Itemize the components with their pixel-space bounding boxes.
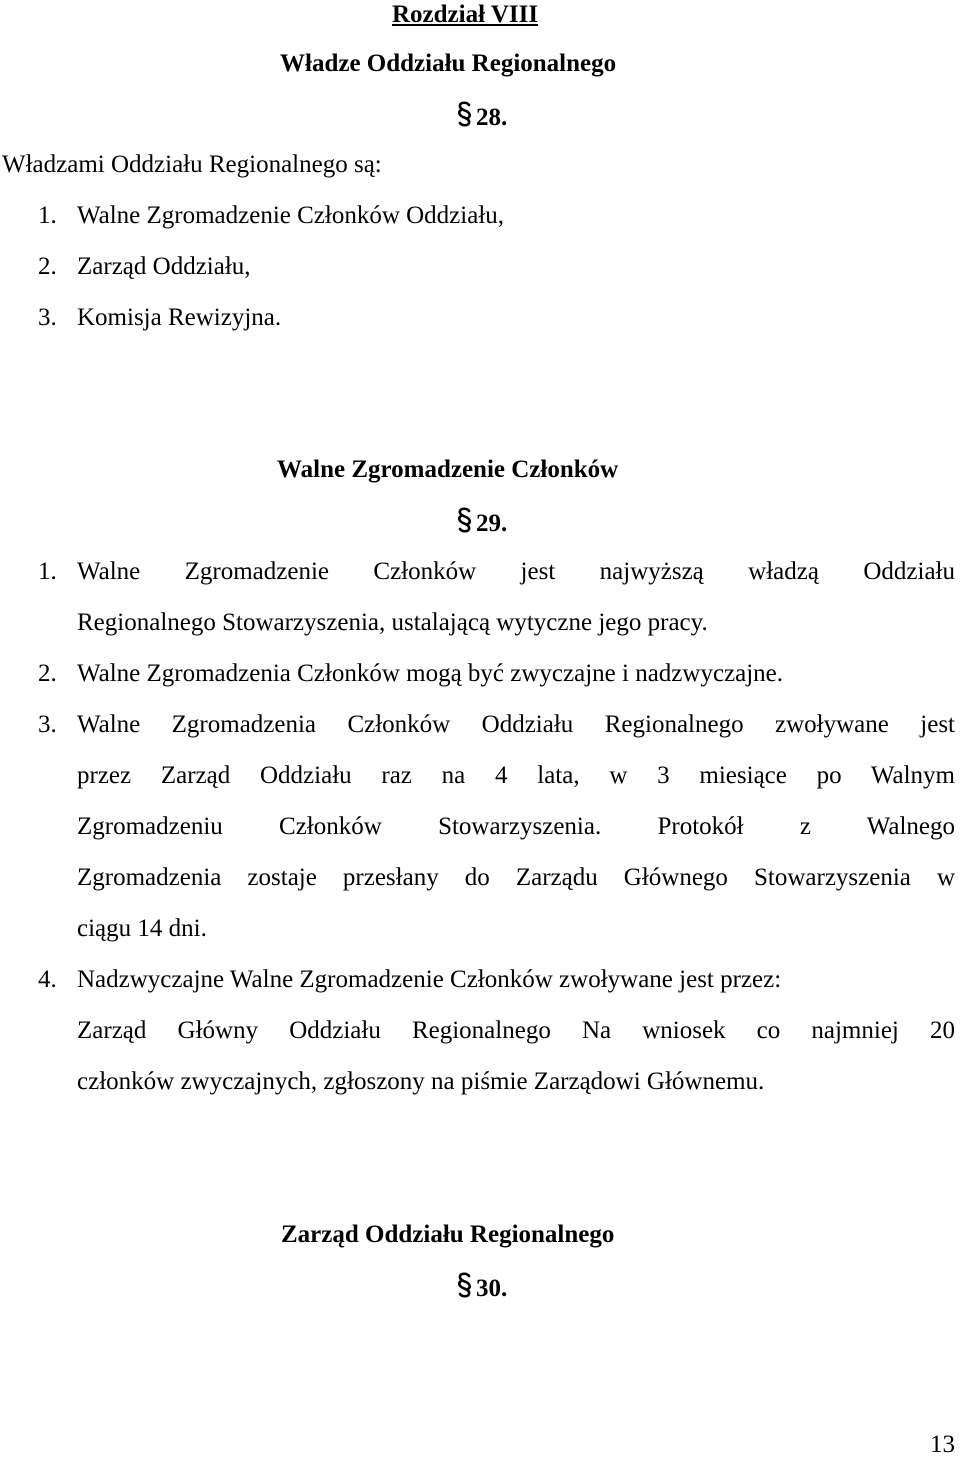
- list-item-line: członków zwyczajnych, zgłoszony na piśmie Zarządowi Głównemu.: [77, 1068, 765, 1095]
- section-general-meeting-title: Walne Zgromadzenie Członków: [277, 456, 619, 483]
- list-item-number: 3.: [38, 711, 57, 738]
- list-item-line: Walne Zgromadzenia Członków Oddziału Regionalnego zwoływane jest: [77, 711, 955, 738]
- section-sign-icon: [454, 100, 475, 128]
- list-item-line: przez Zarząd Oddziału raz na 4 lata, w 3 miesiące po Walnym: [77, 762, 955, 789]
- section-30-number: 30.: [476, 1275, 508, 1302]
- list-item: [38, 201, 505, 231]
- chapter-title: Władze Oddziału Regionalnego: [280, 50, 617, 77]
- list-item-line: Zgromadzeniu Członków Stowarzyszenia. Protokół z Walnego: [77, 813, 955, 840]
- list-item: [38, 252, 251, 282]
- section-28-number: 28.: [476, 104, 508, 131]
- list-item-line: Walne Zgromadzenie Członków jest najwyższą władzą Oddziału: [77, 558, 955, 585]
- section-board-title: Zarząd Oddziału Regionalnego: [281, 1221, 615, 1248]
- section-sign-icon: [454, 506, 475, 534]
- list-item-line: Zarząd Główny Oddziału Regionalnego Na wniosek co najmniej 20: [77, 1017, 955, 1044]
- list-item-number: 1.: [38, 558, 57, 585]
- list-item-text: Walne Zgromadzenie Członków Oddziału,: [77, 202, 505, 229]
- section-29-number: 29.: [476, 510, 508, 537]
- page-number: 13: [930, 1431, 955, 1458]
- list-item-number: 2.: [38, 253, 57, 280]
- section-30-heading: [454, 1271, 507, 1304]
- list-item-number: 3.: [38, 304, 57, 331]
- list-item-text: Komisja Rewizyjna.: [77, 304, 282, 331]
- list-item-number: 1.: [38, 202, 57, 229]
- section-28-heading: [454, 100, 507, 133]
- chapter-label: Rozdział VIII: [392, 1, 539, 28]
- list-item: [38, 303, 282, 333]
- section-29-heading: [454, 506, 507, 539]
- list-item-text: Zarząd Oddziału,: [77, 253, 251, 280]
- section-28-intro: Władzami Oddziału Regionalnego są:: [2, 151, 382, 178]
- list-item-number: 4.: [38, 966, 57, 993]
- list-item-line: Nadzwyczajne Walne Zgromadzenie Członków zwoływane jest przez:: [77, 966, 782, 993]
- list-item-line: Zgromadzenia zostaje przesłany do Zarządu Głównego Stowarzyszenia w: [77, 864, 955, 891]
- section-sign-icon: [454, 1271, 475, 1299]
- list-item-line: Regionalnego Stowarzyszenia, ustalającą wytyczne jego pracy.: [77, 609, 708, 636]
- list-item-line: ciągu 14 dni.: [77, 915, 207, 942]
- list-item-number: 2.: [38, 660, 57, 687]
- list-item-line: Walne Zgromadzenia Członków mogą być zwyczajne i nadzwyczajne.: [77, 660, 784, 687]
